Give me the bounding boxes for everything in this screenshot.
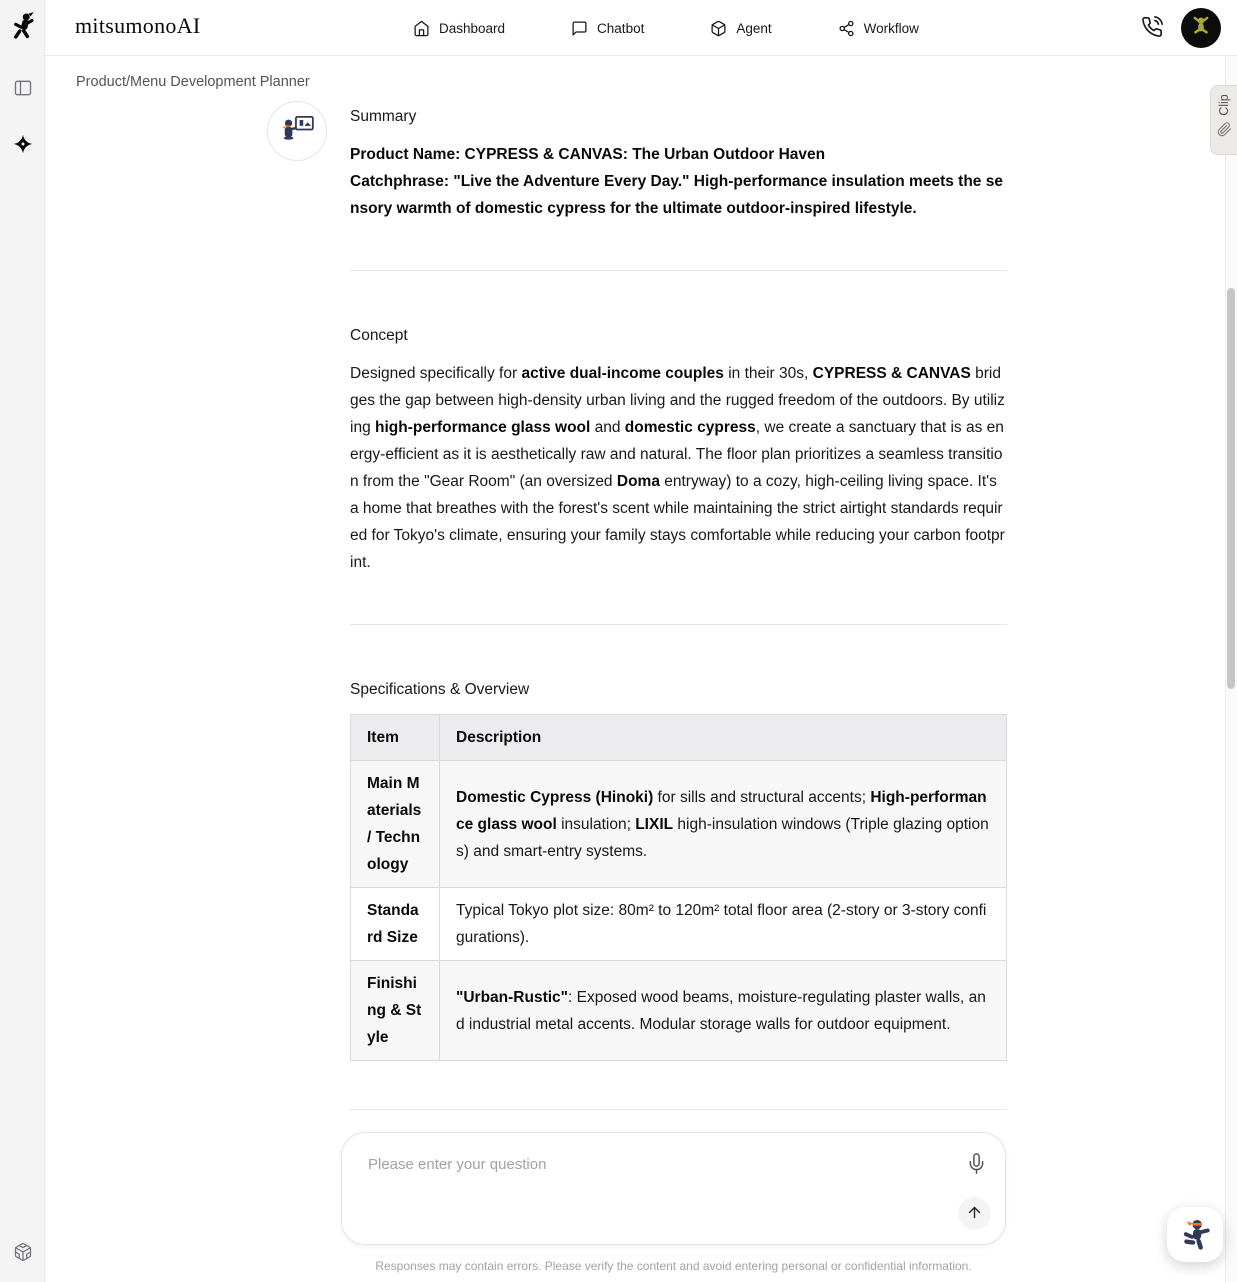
left-sidebar [0, 0, 45, 1282]
top-navigation-bar [45, 0, 1237, 56]
spec-description: "Urban-Rustic": Exposed wood beams, moisture-regulating plaster walls, and industrial metal accents. Modular storage walls for outdoor equipment. [440, 961, 1007, 1061]
share-network-icon [838, 20, 855, 37]
brand-name: mitsumonoAI [75, 13, 201, 38]
ai-sparkle-button[interactable] [0, 128, 45, 164]
ninja-avatar-icon [1188, 13, 1214, 44]
section-divider [350, 1109, 1007, 1110]
sparkle-icon [12, 133, 34, 160]
col-header-item: Item [351, 715, 440, 761]
chat-input-box [341, 1132, 1006, 1245]
scrollbar-track [1225, 56, 1237, 1282]
col-header-description: Description [440, 715, 1007, 761]
send-button[interactable] [958, 1197, 991, 1230]
specs-table [350, 714, 1007, 1061]
codesandbox-icon [13, 1242, 33, 1267]
sidebar-toggle-button[interactable] [0, 72, 45, 108]
table-row [351, 961, 1007, 1061]
nav-item-chatbot[interactable] [571, 20, 644, 37]
page-title: Product/Menu Development Planner [76, 74, 310, 90]
nav-label: Workflow [863, 20, 919, 36]
user-avatar[interactable] [1181, 8, 1221, 48]
summary-heading: Summary [350, 108, 417, 125]
section-divider [350, 624, 1007, 625]
arrow-up-icon [966, 1204, 983, 1224]
spec-description: Typical Tokyo plot size: 80m² to 120m² total floor area (2-story or 3-story configurations). [440, 888, 1007, 961]
voice-input-button[interactable] [966, 1153, 987, 1177]
chat-bubble-icon [571, 20, 588, 37]
nav-item-workflow[interactable] [838, 20, 919, 37]
table-row [351, 888, 1007, 961]
assistant-fab-button[interactable] [1167, 1207, 1223, 1262]
clip-panel-tab[interactable] [1210, 85, 1237, 155]
planner-ninja-icon [278, 113, 316, 150]
clip-tab-label: Clip [1216, 94, 1231, 116]
table-row [351, 761, 1007, 888]
panel-toggle-icon [13, 78, 33, 103]
sandbox-button[interactable] [0, 1236, 45, 1272]
main-nav [413, 0, 919, 56]
assistant-message [350, 106, 1007, 1110]
spec-item: Finishing & Style [351, 961, 440, 1061]
concept-heading: Concept [350, 327, 408, 344]
spec-item: Main Materials / Technology [351, 761, 440, 888]
microphone-icon [966, 1153, 987, 1177]
disclaimer-text: Responses may contain errors. Please verify the content and avoid entering personal or confidential information. [375, 1259, 972, 1273]
ninja-logo-icon [8, 11, 38, 46]
nav-item-agent[interactable] [710, 20, 771, 37]
call-button[interactable] [1141, 16, 1163, 41]
main-content [46, 56, 1237, 1282]
table-header-row [351, 715, 1007, 761]
spec-item: Standard Size [351, 888, 440, 961]
nav-label: Agent [736, 20, 772, 36]
summary-product-name: Product Name: CYPRESS & CANVAS: The Urban Outdoor Haven [350, 146, 826, 163]
fighting-ninja-icon [1177, 1215, 1213, 1254]
nav-label: Chatbot [597, 20, 645, 36]
nav-item-dashboard[interactable] [413, 20, 505, 37]
scrollbar-thumb[interactable] [1227, 288, 1235, 689]
assistant-avatar [267, 101, 327, 161]
concept-paragraph: Designed specifically for active dual-income couples in their 30s, CYPRESS & CANVAS bridges the gap between high-density urban living and the rugged freedom of the outdoors. By utilizing high-performance glass wool and domestic cypress, we create a sanctuary that is as energy-efficient as it is aesthetically raw and natural. The floor plan prioritizes a seamless transition from the "Gear Room" (an oversized Doma entryway) to a cozy, high-ceiling living space. It's a home that breathes with the forest's scent while maintaining the strict airtight standards required for Tokyo's climate, ensuring your family stays comfortable while reducing your carbon footprint. [350, 365, 1005, 571]
specs-heading: Specifications & Overview [350, 681, 530, 698]
summary-catchphrase: Catchphrase: "Live the Adventure Every Day." High-performance insulation meets the sensory warmth of domestic cypress for the ultimate outdoor-inspired lifestyle. [350, 173, 1003, 217]
section-divider [350, 270, 1007, 271]
nav-label: Dashboard [439, 20, 506, 36]
paperclip-icon [1217, 122, 1232, 142]
app-logo [0, 0, 45, 56]
spec-description: Domestic Cypress (Hinoki) for sills and structural accents; High-performance glass wool insulation; LIXIL high-insulation windows (Triple glazing options) and smart-entry systems. [440, 761, 1007, 888]
cube-icon [710, 20, 727, 37]
phone-call-icon [1141, 16, 1163, 41]
topbar-actions [1141, 0, 1221, 56]
home-icon [413, 20, 430, 37]
question-input[interactable] [366, 1143, 926, 1203]
